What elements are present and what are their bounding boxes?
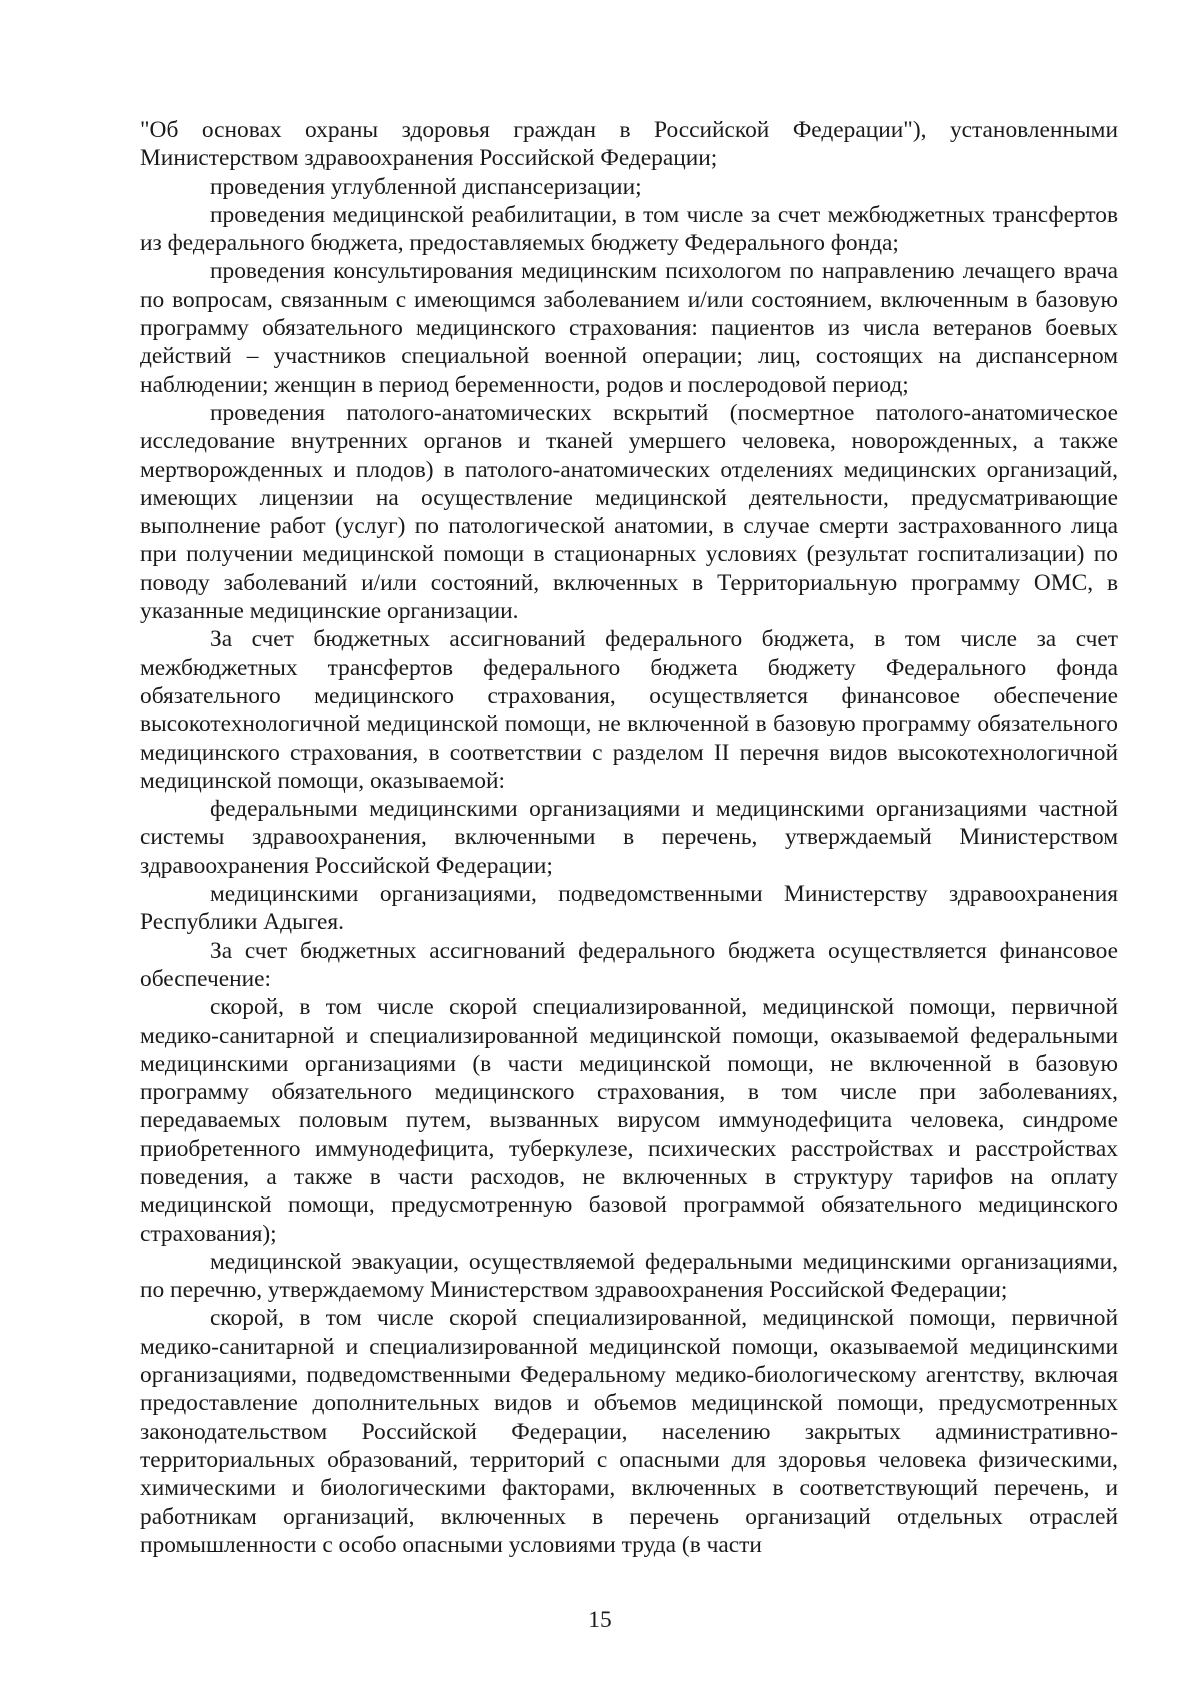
document-body	[140, 116, 1118, 1559]
page-number: 15	[588, 1607, 612, 1633]
paragraph: федеральными медицинскими организациями и медицинскими организациями частной системы здравоохранения, включенными в перечень, утверждаемый Министерством здравоохранения Российской Федерации;	[140, 796, 1118, 879]
paragraph: медицинскими организациями, подведомственными Министерству здравоохранения Республики Адыгея.	[140, 881, 1118, 936]
paragraph: скорой, в том числе скорой специализированной, медицинской помощи, первичной медико-санитарной и специализированной медицинской помощи, оказываемой федеральными медицинскими организациями (в части медицинской помощи, не включенной в базовую программу обязательного медицинского страхования, в том числе при заболеваниях, передаваемых половым путем, вызванных вирусом иммунодефицита человека, синдроме приобретенного иммунодефицита, туберкулезе, психических расстройствах и расстройствах поведения, а также в части расходов, не включенных в структуру тарифов на оплату медицинской помощи, предусмотренную базовой программой обязательного медицинского страхования);	[140, 994, 1118, 1247]
paragraph: проведения углубленной диспансеризации;	[210, 173, 642, 200]
paragraph: проведения консультирования медицинским психологом по направлению лечащего врача по вопросам, связанным с имеющимся заболеванием и/или состоянием, включенным в базовую программу обязательного медицинского страхования: пациентов из числа ветеранов боевых действий – участников специальной военной операции; лиц, состоящих на диспансерном наблюдении; женщин в период беременности, родов и послеродовой период;	[140, 258, 1118, 398]
paragraph: проведения медицинской реабилитации, в том числе за счет межбюджетных трансфертов из федерального бюджета, предоставляемых бюджету Федерального фонда;	[140, 201, 1118, 257]
paragraph: скорой, в том числе скорой специализированной, медицинской помощи, первичной медико-санитарной и специализированной медицинской помощи, оказываемой медицинскими организациями, подведомственными Федеральному медико-биологическому агентству, включая предоставление дополнительных видов и объемов медицинской помощи, предусмотренных законодательством Российской Федерации, населению закрытых административно-территориальных образований, территорий с опасными для здоровья человека физическими, химическими и биологическими факторами, включенных в соответствующий перечень, и работникам организаций, включенных в перечень организаций отдельных отраслей промышленности с особо опасными условиями труда (в части	[140, 1305, 1118, 1558]
paragraph: За счет бюджетных ассигнований федерального бюджета, в том числе за счет межбюджетных трансфертов федерального бюджета бюджету Федерального фонда обязательного медицинского страхования, осуществляется финансовое обеспечение высокотехнологичной медицинской помощи, не включенной в базовую программу обязательного медицинского страхования, в соответствии с разделом II перечня видов высокотехнологичной медицинской помощи, оказываемой:	[140, 626, 1118, 794]
paragraph: проведения патолого-анатомических вскрытий (посмертное патолого-анатомическое исследование внутренних органов и тканей умершего человека, новорожденных, а также мертворожденных и плодов) в патолого-анатомических отделениях медицинских организаций, имеющих лицензии на осуществление медицинской деятельности, предусматривающие выполнение работ (услуг) по патологической анатомии, в случае смерти застрахованного лица при получении медицинской помощи в стационарных условиях (результат госпитализации) по поводу заболеваний и/или состояний, включенных в Территориальную программу ОМС, в указанные медицинские организации.	[140, 399, 1118, 625]
paragraph: За счет бюджетных ассигнований федерального бюджета осуществляется финансовое обеспечение:	[140, 937, 1118, 992]
paragraph: "Об основах охраны здоровья граждан в Российской Федерации"), установленными Министерством здравоохранения Российской Федерации;	[140, 117, 1118, 172]
paragraph: медицинской эвакуации, осуществляемой федеральными медицинскими организациями, по перечню, утверждаемому Министерством здравоохранения Российской Федерации;	[140, 1248, 1118, 1304]
